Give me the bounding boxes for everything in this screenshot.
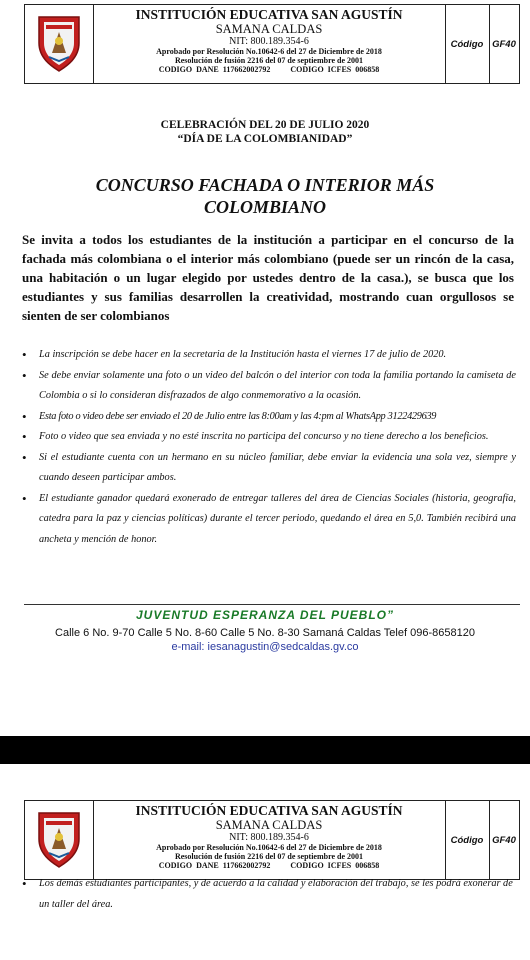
rules-list bbox=[22, 345, 516, 550]
school-motto: JUVENTUD ESPERANZA DEL PUEBLO” bbox=[135, 608, 395, 622]
rule-item: • El estudiante ganador quedará exonerado de entregar talleres del área de Ciencias Sociales (historia, geografía, catedra para la paz y ciencias políticas) durante el tercer periodo, quedando el área en 5,0. También recibirá una ancheta y mención de honor. bbox=[22, 489, 516, 551]
rule-item: • La inscripción se debe hacer en la secretaria de la Institución hasta el viernes 17 de julio de 2020. bbox=[22, 345, 516, 366]
footer-divider bbox=[24, 604, 520, 605]
logo-cell bbox=[25, 801, 94, 879]
contest-title bbox=[0, 174, 530, 218]
code-value: GF40 bbox=[492, 834, 516, 846]
rule-item: • Foto o video que sea enviada y no esté inscrita no participa del concurso y no tiene derecho a los beneficios. bbox=[22, 427, 516, 448]
institution-nit: NIT: 800.189.354-6 bbox=[229, 832, 309, 843]
approval-resolution: Aprobado por Resolución No.10642-6 del 27 de Diciembre de 2018 bbox=[156, 47, 382, 56]
icfes-code: CODIGO ICFES 006858 bbox=[290, 861, 380, 870]
icfes-code: CODIGO ICFES 006858 bbox=[290, 65, 380, 74]
merger-resolution: Resolución de fusión 2216 del 07 de septiembre de 2001 bbox=[174, 852, 364, 861]
institution-name: INSTITUCIÓN EDUCATIVA SAN AGUSTÍN bbox=[135, 7, 403, 22]
code-label: Código bbox=[445, 5, 490, 83]
codes-line bbox=[93, 861, 445, 871]
rule-item: • Esta foto o video debe ser enviado el 20 de Julio entre las 8:00am y las 4:pm al WhatsApp 3122429639 bbox=[22, 407, 516, 428]
institution-town: SAMANA CALDAS bbox=[215, 818, 323, 832]
document-header bbox=[24, 4, 520, 84]
rule-item: • Si el estudiante cuenta con un hermano en su núcleo familiar, debe enviar la evidencia una sola vez, siempre y cuando deseen participar ambos. bbox=[22, 448, 516, 489]
event-line-1: CELEBRACIÓN DEL 20 DE JULIO 2020 bbox=[160, 119, 370, 131]
event-line-2: “DÍA DE LA COLOMBIANIDAD” bbox=[177, 133, 353, 145]
intro-paragraph: Se invita a todos los estudiantes de la institución a participar en el concurso de la fachada más colombiana o el interior más colombiano (puede ser un rincón de la casa, una habitación o un lugar elegido por ustedes dentro de la casa.), se busca que los estudiantes y sus familias desarrollen la creatividad, mostrando cuan orgullosos se sienten de ser colombianos bbox=[22, 232, 514, 323]
event-heading bbox=[0, 118, 530, 146]
title-line-1: CONCURSO FACHADA O INTERIOR MÁS bbox=[95, 175, 435, 195]
dane-code: CODIGO DANE 117662002792 bbox=[158, 65, 271, 74]
school-crest-icon bbox=[35, 809, 83, 869]
code-label: Código bbox=[445, 801, 490, 879]
approval-resolution: Aprobado por Resolución No.10642-6 del 27 de Diciembre de 2018 bbox=[156, 843, 382, 852]
header-info bbox=[93, 801, 446, 879]
institution-name: INSTITUCIÓN EDUCATIVA SAN AGUSTÍN bbox=[135, 803, 403, 818]
rule-item: • Se debe enviar solamente una foto o un video del balcón o del interior con toda la familia portando la camiseta de Colombia o si lo consideran disfrazados de algo conmemorativo a la ocasión. bbox=[22, 366, 516, 407]
dane-code: CODIGO DANE 117662002792 bbox=[158, 861, 271, 870]
logo-cell bbox=[25, 5, 94, 83]
institution-nit: NIT: 800.189.354-6 bbox=[229, 36, 309, 47]
school-address: Calle 6 No. 9-70 Calle 5 No. 8-60 Calle 5 No. 8-30 Samaná Caldas Telef 096-8658120 bbox=[55, 627, 475, 639]
codes-line bbox=[93, 65, 445, 75]
rule-item: • Los demás estudiantes participantes, y de acuerdo a la calidad y elaboración del trabajo, se les podrá exonerar de un taller del área. bbox=[22, 874, 516, 915]
title-line-2: COLOMBIANO bbox=[203, 197, 327, 217]
merger-resolution: Resolución de fusión 2216 del 07 de septiembre de 2001 bbox=[174, 56, 364, 65]
institution-town: SAMANA CALDAS bbox=[215, 22, 323, 36]
code-value: GF40 bbox=[492, 38, 516, 50]
rules-list-continued bbox=[22, 874, 516, 915]
page-separator bbox=[0, 736, 530, 764]
school-email: e-mail: iesanagustin@sedcaldas.gv.co bbox=[171, 641, 359, 653]
document-page-2 bbox=[0, 764, 530, 960]
header-info bbox=[93, 5, 446, 83]
document-header bbox=[24, 800, 520, 880]
school-crest-icon bbox=[35, 13, 83, 73]
